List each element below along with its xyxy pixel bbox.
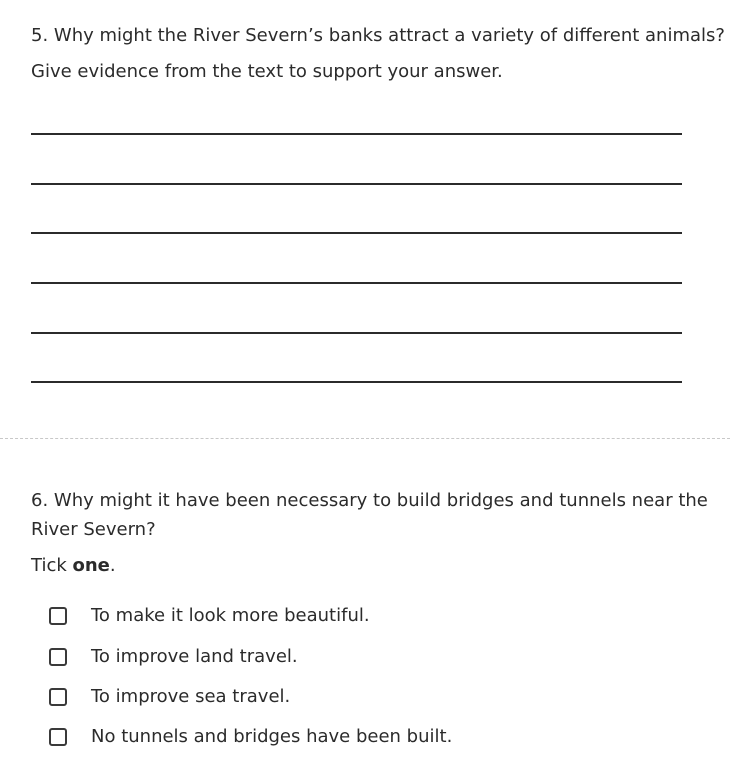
section-divider: [0, 438, 730, 439]
question-5-instruction: Give evidence from the text to support your answer.: [31, 61, 503, 82]
checkbox-icon[interactable]: [49, 607, 67, 625]
question-6-prompt-line-1: 6. Why might it have been necessary to build bridges and tunnels near the: [31, 490, 708, 511]
checkbox-icon[interactable]: [49, 688, 67, 706]
checkbox-icon[interactable]: [49, 728, 67, 746]
answer-line-6[interactable]: [31, 381, 682, 383]
option-1[interactable]: [49, 604, 370, 628]
option-1-label: To make it look more beautiful.: [91, 605, 370, 626]
answer-line-4[interactable]: [31, 282, 682, 284]
question-5-prompt: 5. Why might the River Severn’s banks attract a variety of different animals?: [31, 25, 725, 46]
option-4-label: No tunnels and bridges have been built.: [91, 726, 453, 747]
instruction-emphasis: one: [72, 555, 110, 576]
question-6-prompt-line-2: River Severn?: [31, 519, 156, 540]
answer-line-3[interactable]: [31, 232, 682, 234]
option-4[interactable]: [49, 725, 452, 749]
answer-line-1[interactable]: [31, 133, 682, 135]
option-3[interactable]: [49, 685, 290, 709]
option-2[interactable]: [49, 645, 298, 669]
answer-line-5[interactable]: [31, 332, 682, 334]
answer-line-2[interactable]: [31, 183, 682, 185]
option-3-label: To improve sea travel.: [91, 686, 291, 707]
checkbox-icon[interactable]: [49, 648, 67, 666]
question-6-instruction: [31, 556, 116, 576]
instruction-prefix: Tick: [31, 555, 73, 576]
instruction-suffix: .: [109, 555, 116, 576]
option-2-label: To improve land travel.: [91, 646, 298, 667]
